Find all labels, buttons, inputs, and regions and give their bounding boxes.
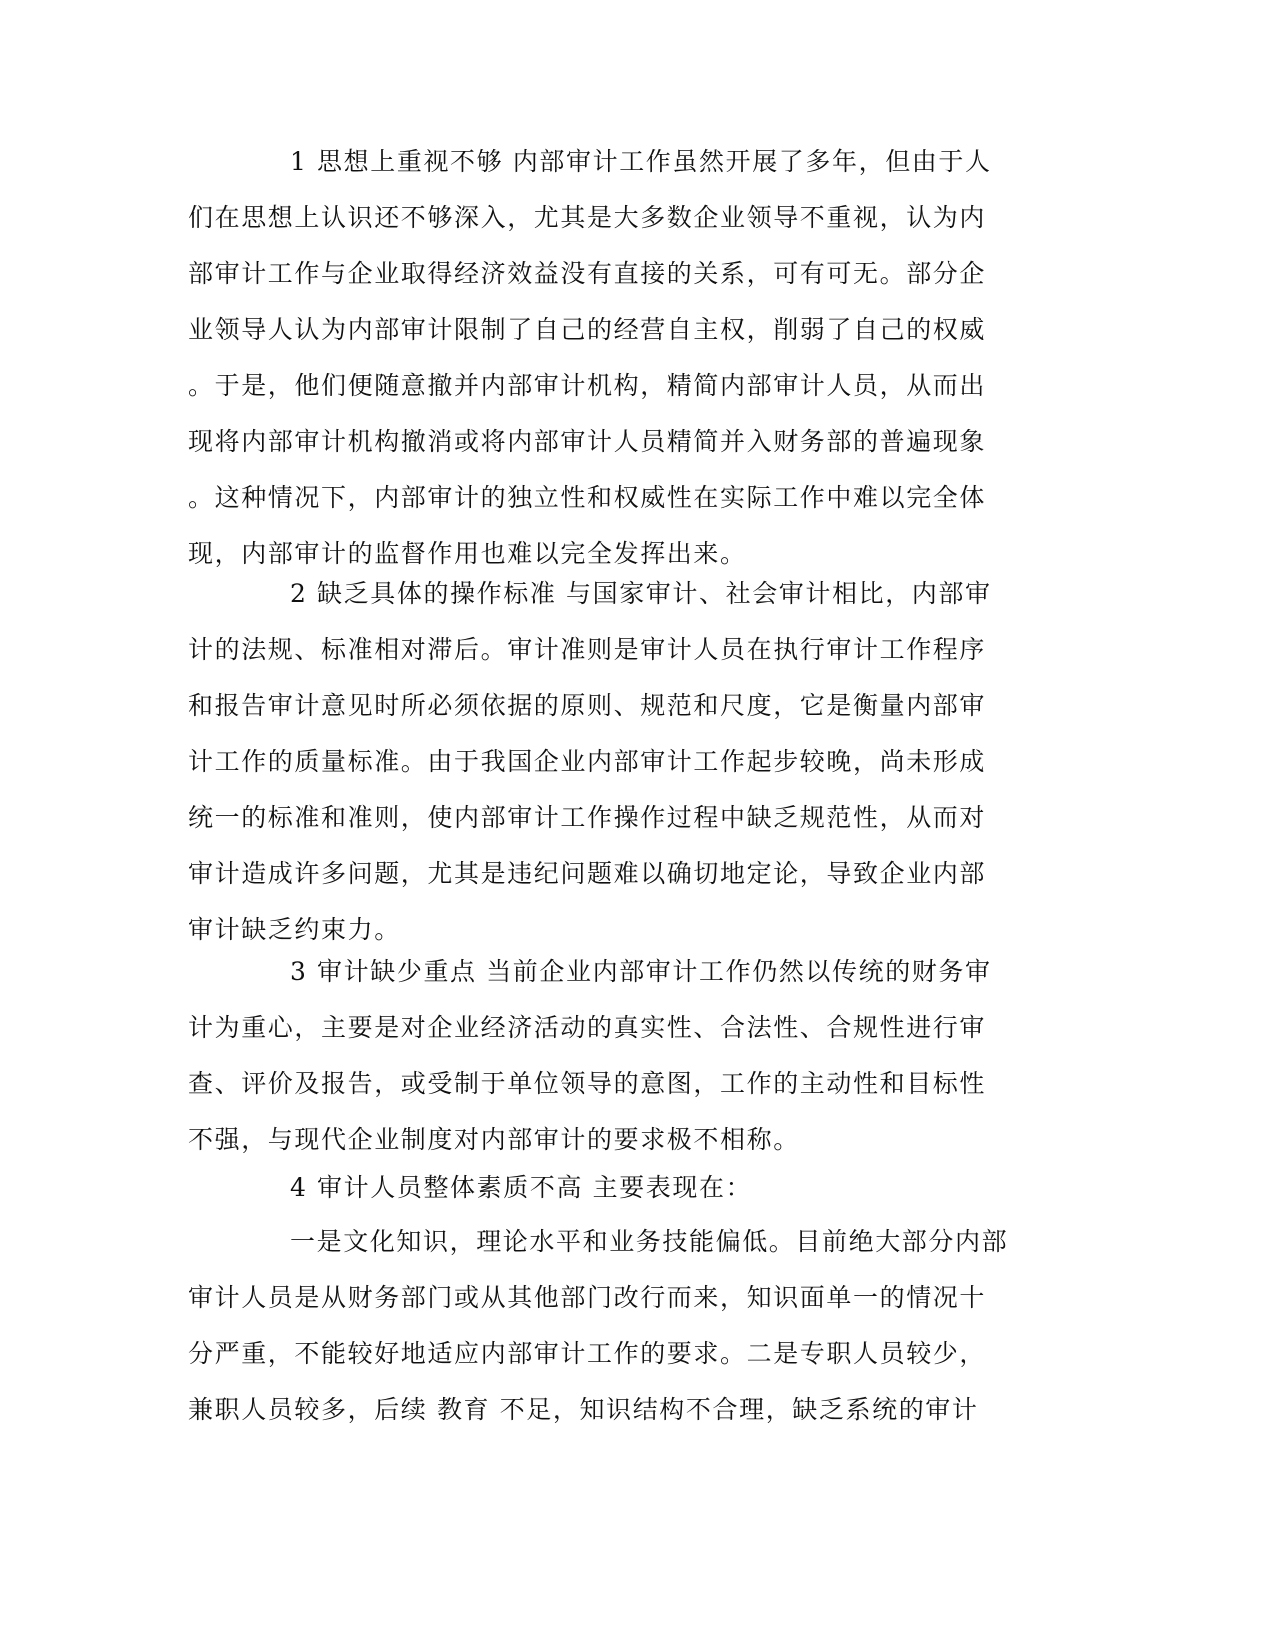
paragraph-3 bbox=[188, 944, 1058, 1168]
paragraph-line: 4 审计人员整体素质不高 主要表现在： bbox=[290, 1173, 753, 1202]
paragraph-line: 计的法规、标准相对滞后。审计准则是审计人员在执行审计工作程序 bbox=[188, 635, 987, 664]
paragraph-line: 2 缺乏具体的操作标准 与国家审计、社会审计相比，内部审 bbox=[290, 579, 992, 608]
paragraph-line: 业领导人认为内部审计限制了自己的经营自主权，削弱了自己的权威 bbox=[188, 315, 987, 344]
paragraph-line: 。这种情况下，内部审计的独立性和权威性在实际工作中难以完全体 bbox=[188, 483, 987, 512]
paragraph-line: 查、评价及报告，或受制于单位领导的意图，工作的主动性和目标性 bbox=[188, 1069, 987, 1098]
paragraph-line: 一是文化知识，理论水平和业务技能偏低。目前绝大部分内部 bbox=[290, 1227, 1009, 1256]
paragraph-line: 现将内部审计机构撤消或将内部审计人员精简并入财务部的普遍现象 bbox=[188, 427, 987, 456]
paragraph-line: 审计人员是从财务部门或从其他部门改行而来，知识面单一的情况十 bbox=[188, 1283, 987, 1312]
paragraph-line: 兼职人员较多，后续 教育 不足，知识结构不合理，缺乏系统的审计 bbox=[188, 1395, 979, 1424]
paragraph-line: 现，内部审计的监督作用也难以完全发挥出来。 bbox=[188, 539, 747, 568]
paragraph-line: 部审计工作与企业取得经济效益没有直接的关系，可有可无。部分企 bbox=[188, 259, 987, 288]
paragraph-line: 。于是，他们便随意撤并内部审计机构，精简内部审计人员，从而出 bbox=[188, 371, 987, 400]
paragraph-line: 审计造成许多问题，尤其是违纪问题难以确切地定论，导致企业内部 bbox=[188, 859, 987, 888]
paragraph-line: 不强，与现代企业制度对内部审计的要求极不相称。 bbox=[188, 1125, 800, 1154]
paragraph-line: 1 思想上重视不够 内部审计工作虽然开展了多年，但由于人 bbox=[290, 147, 992, 176]
paragraph-1 bbox=[188, 134, 1058, 582]
paragraph-4 bbox=[188, 1160, 1058, 1216]
paragraph-line: 审计缺乏约束力。 bbox=[188, 915, 401, 944]
paragraph-5 bbox=[188, 1214, 1058, 1438]
paragraph-line: 分严重，不能较好地适应内部审计工作的要求。二是专职人员较少， bbox=[188, 1339, 987, 1368]
paragraph-line: 们在思想上认识还不够深入，尤其是大多数企业领导不重视，认为内 bbox=[188, 203, 987, 232]
paragraph-line: 计工作的质量标准。由于我国企业内部审计工作起步较晚，尚未形成 bbox=[188, 747, 987, 776]
paragraph-line: 统一的标准和准则，使内部审计工作操作过程中缺乏规范性，从而对 bbox=[188, 803, 987, 832]
paragraph-line: 计为重心，主要是对企业经济活动的真实性、合法性、合规性进行审 bbox=[188, 1013, 987, 1042]
paragraph-line: 3 审计缺少重点 当前企业内部审计工作仍然以传统的财务审 bbox=[290, 957, 992, 986]
paragraph-2 bbox=[188, 566, 1058, 958]
paragraph-line: 和报告审计意见时所必须依据的原则、规范和尺度，它是衡量内部审 bbox=[188, 691, 987, 720]
